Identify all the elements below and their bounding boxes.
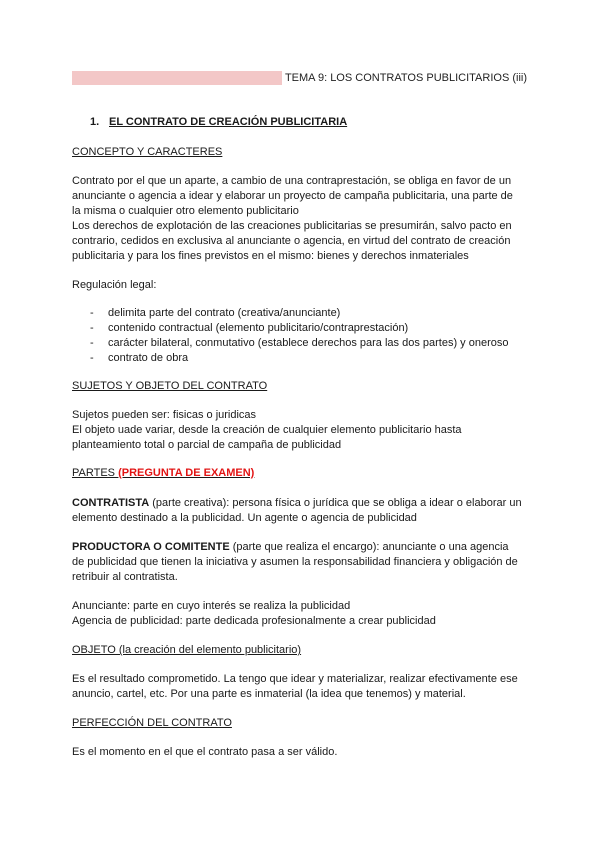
productora-paragraph — [72, 540, 528, 585]
objeto-paragraph — [72, 672, 528, 702]
sujetos-line: El objeto uade variar, desde la creación de cualquier elemento publicitario hasta — [72, 424, 462, 436]
regulacion-list — [72, 306, 528, 366]
contratista-paragraph — [72, 496, 528, 526]
list-item-text: carácter bilateral, conmutativo (establece derechos para las dos partes) y oneroso — [108, 337, 509, 349]
productora-desc: (parte que realiza el encargo): anunciante o una agencia — [229, 541, 509, 553]
list-item — [72, 336, 528, 351]
perfeccion-line: Es el momento en el que el contrato pasa a ser válido. — [72, 746, 338, 758]
concepto-line: publicitaria y para los fines previstos en el mismo: bienes y derechos inmateriales — [72, 250, 469, 262]
regulacion-list-block — [72, 306, 528, 366]
section-number: 1. — [90, 116, 100, 128]
perfeccion-heading: PERFECCIÓN DEL CONTRATO — [72, 717, 232, 729]
concepto-heading: CONCEPTO Y CARACTERES — [72, 146, 223, 158]
agencia-line: Agencia de publicidad: parte dedicada profesionalmente a crear publicidad — [72, 615, 436, 627]
contratista-term: CONTRATISTA — [72, 497, 150, 509]
sujetos-line: planteamiento total o parcial de campaña de publicidad — [72, 439, 342, 451]
regulacion-label: Regulación legal: — [72, 279, 157, 291]
contratista-desc: (parte creativa): persona física o jurídica que se obliga a idear o elaborar un — [149, 497, 522, 509]
concepto-line: Los derechos de explotación de las creaciones publicitarias se presumirán, salvo pacto en — [72, 220, 512, 232]
list-item — [72, 306, 528, 321]
productora-term: PRODUCTORA O COMITENTE — [72, 541, 230, 553]
anunciante-line: Anunciante: parte en cuyo interés se realiza la publicidad — [72, 600, 351, 612]
list-item-text: contrato de obra — [108, 352, 189, 364]
list-item-text: delimita parte del contrato (creativa/anunciante) — [108, 307, 341, 319]
dash-bullet-icon: - — [90, 337, 94, 349]
partes-heading-block — [72, 466, 528, 481]
contratista-line: elemento destinado a la publicidad. Un agente o agencia de publicidad — [72, 512, 417, 524]
productora-line — [72, 540, 528, 555]
partes-heading-text: PARTES — [72, 467, 115, 479]
contratista-line — [72, 496, 528, 511]
list-item — [72, 321, 528, 336]
partes-heading — [72, 467, 254, 479]
sujetos-paragraph — [72, 408, 528, 453]
concepto-line: Contrato por el que un aparte, a cambio de una contraprestación, se obliga en favor de un — [72, 175, 512, 187]
dash-bullet-icon: - — [90, 352, 94, 364]
section-title-text: EL CONTRATO DE CREACIÓN PUBLICITARIA — [109, 116, 348, 128]
regulacion-label-block — [72, 278, 528, 293]
concepto-heading-block — [72, 145, 528, 160]
perfeccion-heading-block — [72, 716, 528, 731]
dash-bullet-icon: - — [90, 307, 94, 319]
sujetos-heading: SUJETOS Y OBJETO DEL CONTRATO — [72, 380, 268, 392]
productora-line: retribuir al contratista. — [72, 571, 178, 583]
roles-paragraph — [72, 599, 528, 629]
section-title — [90, 116, 347, 128]
concepto-paragraph — [72, 174, 528, 264]
productora-line: de publicidad que tienen la iniciativa y asumen la responsabilidad financiera y obligación de — [72, 556, 518, 568]
sujetos-heading-block — [72, 379, 528, 394]
list-item — [72, 351, 528, 366]
list-item-text: contenido contractual (elemento publicitario/contraprestación) — [108, 322, 409, 334]
objeto-heading-block — [72, 643, 528, 658]
sujetos-line: Sujetos pueden ser: fisicas o juridicas — [72, 409, 257, 421]
perfeccion-paragraph — [72, 745, 528, 760]
exam-note: (PREGUNTA DE EXAMEN) — [118, 467, 255, 479]
objeto-line: anuncio, cartel, etc. Por una parte es inmaterial (la idea que tenemos) y material. — [72, 688, 466, 700]
concepto-line: anunciante o agencia a idear y elaborar un proyecto de campaña publicitaria, una parte de — [72, 190, 513, 202]
concepto-line: contrario, cedidos en exclusiva al anunciante o agencia, en virtud del contrato de creación — [72, 235, 511, 247]
objeto-heading: OBJETO (la creación del elemento publicitario) — [72, 644, 302, 656]
objeto-line: Es el resultado comprometido. La tengo que idear y materializar, realizar efectivamente ese — [72, 673, 518, 685]
concepto-line: la misma o cualquier otro elemento publicitario — [72, 205, 299, 217]
header-title: TEMA 9: LOS CONTRATOS PUBLICITARIOS (iii) — [284, 72, 527, 84]
dash-bullet-icon: - — [90, 322, 94, 334]
